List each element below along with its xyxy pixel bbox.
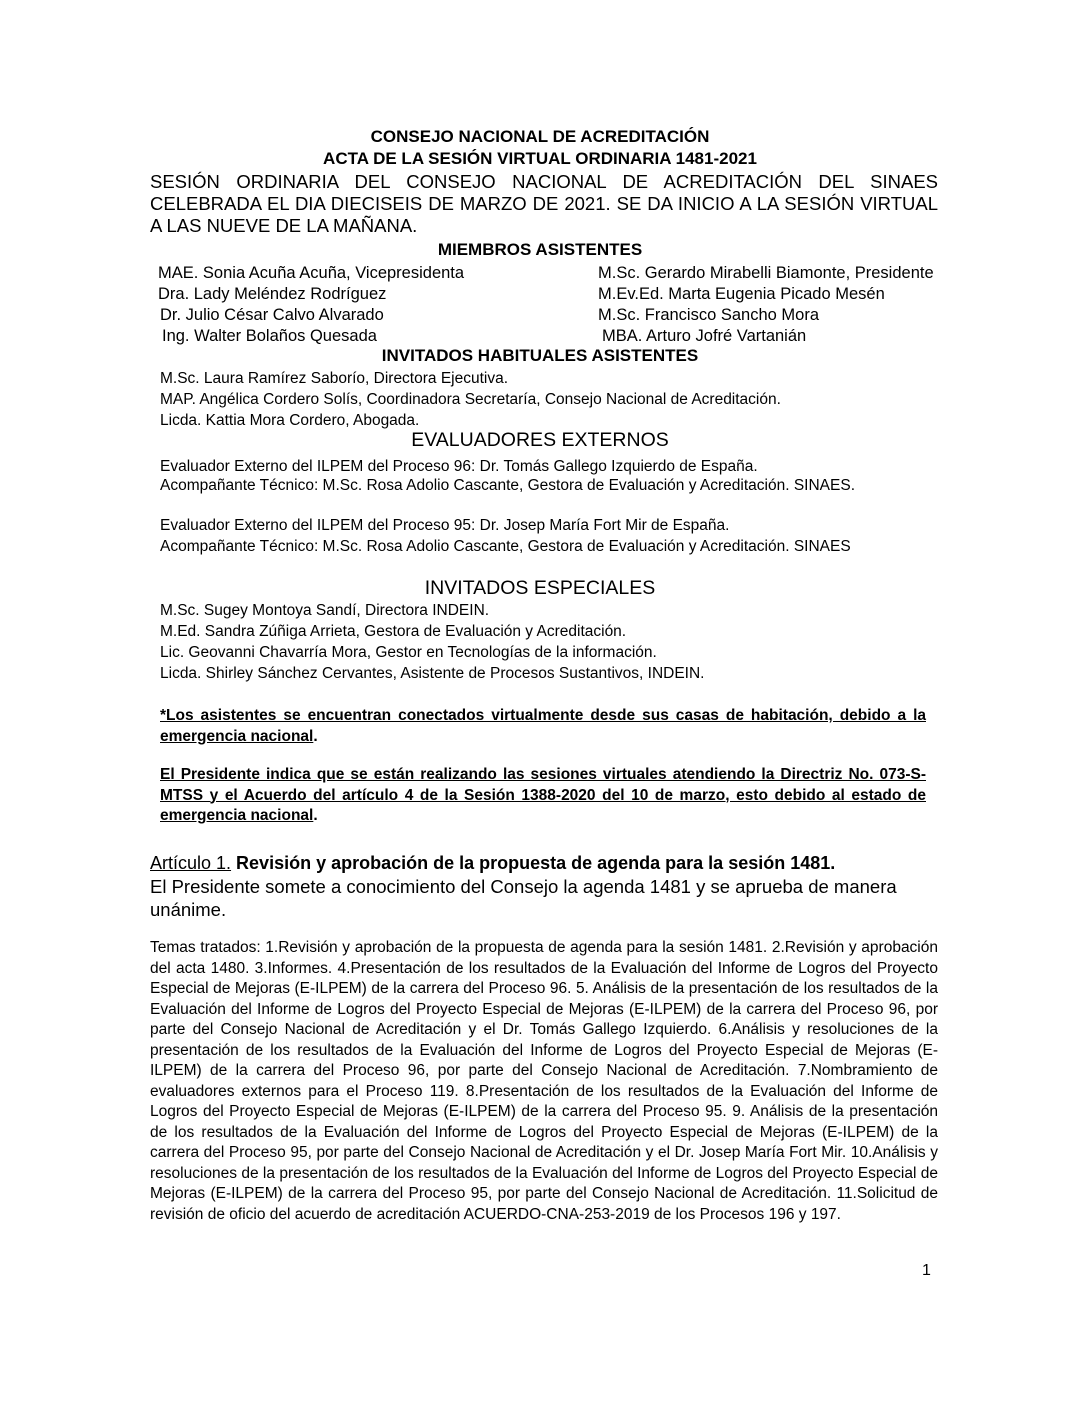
guest-line: MAP. Angélica Cordero Solís, Coordinadora Secretaría, Consejo Nacional de Acreditación.	[160, 391, 781, 408]
special-guest-line: Lic. Geovanni Chavarría Mora, Gestor en Tecnologías de la información.	[160, 644, 657, 661]
guest-line: Licda. Kattia Mora Cordero, Abogada.	[160, 412, 420, 429]
special-heading: INVITADOS ESPECIALES	[424, 577, 656, 599]
virtual-session-directive-notice: El Presidente indica que se están realizando las sesiones virtuales atendiendo la Directriz No. 073-S-MTSS y el Acuerdo del artículo 4 de la Sesión 1388-2020 del 10 de marzo, esto debido al estado de emergencia nacional.	[160, 766, 926, 824]
member-right: MBA. Arturo Jofré Vartanián	[602, 327, 807, 345]
virtual-attendance-notice: *Los asistentes se encuentran conectados virtualmente desde sus casas de habitación, debido a la emergencia nacional.	[160, 707, 926, 745]
member-right: M.Sc. Gerardo Mirabelli Biamonte, Presidente	[598, 264, 934, 282]
member-left: Dr. Julio César Calvo Alvarado	[160, 306, 384, 324]
member-right: M.Sc. Francisco Sancho Mora	[598, 306, 819, 324]
article-1-label: Artículo 1.	[150, 853, 232, 873]
special-guest-line: Licda. Shirley Sánchez Cervantes, Asistente de Procesos Sustantivos, INDEIN.	[160, 665, 705, 682]
members-heading: MIEMBROS ASISTENTES	[437, 240, 643, 259]
external-evaluator-96: Evaluador Externo del ILPEM del Proceso 96: Dr. Tomás Gallego Izquierdo de España.	[160, 458, 758, 475]
document-title: CONSEJO NACIONAL DE ACREDITACIÓN	[370, 127, 710, 146]
member-left: MAE. Sonia Acuña Acuña, Vicepresidenta	[158, 264, 465, 282]
session-title: ACTA DE LA SESIÓN VIRTUAL ORDINARIA 1481-2021	[323, 149, 757, 168]
special-guest-line: M.Ed. Sandra Zúñiga Arrieta, Gestora de Evaluación y Acreditación.	[160, 623, 627, 640]
session-intro: SESIÓN ORDINARIA DEL CONSEJO NACIONAL DE ACREDITACIÓN DEL SINAES CELEBRADA EL DIA DIECISEIS DE MARZO DE 2021. SE DA INICIO A LA SESIÓN VIRTUAL A LAS NUEVE DE LA MAÑANA.	[150, 171, 938, 236]
member-right: M.Ev.Ed. Marta Eugenia Picado Mesén	[598, 285, 885, 303]
technical-companion-95: Acompañante Técnico: M.Sc. Rosa Adolio Cascante, Gestora de Evaluación y Acreditación. SINAES	[160, 538, 851, 555]
article-1	[150, 852, 950, 874]
technical-companion-96: Acompañante Técnico: M.Sc. Rosa Adolio Cascante, Gestora de Evaluación y Acreditación. SINAES.	[160, 477, 855, 494]
special-guest-line: M.Sc. Sugey Montoya Sandí, Directora INDEIN.	[160, 602, 490, 619]
external-heading: EVALUADORES EXTERNOS	[411, 429, 669, 451]
external-evaluator-95: Evaluador Externo del ILPEM del Proceso 95: Dr. Josep María Fort Mir de España.	[160, 517, 730, 534]
guests-heading: INVITADOS HABITUALES ASISTENTES	[381, 346, 699, 365]
article-1-title: Revisión y aprobación de la propuesta de agenda para la sesión 1481.	[231, 853, 836, 873]
guest-line: M.Sc. Laura Ramírez Saborío, Directora Ejecutiva.	[160, 370, 509, 387]
page-number: 1	[922, 1262, 931, 1279]
topics-treated: Temas tratados: 1.Revisión y aprobación de la propuesta de agenda para la sesión 1481. 2.Revisión y aprobación del acta 1480. 3.Informes. 4.Presentación de los resultados de la Evaluación del Informe de Logros del Proyecto Especial de Mejoras (E-ILPEM) de la carrera del Proceso 96. 5. Análisis de la presentación de los resultados de la Evaluación del Informe de Logros del Proyecto Especial de Mejoras (E-ILPEM) de la carrera del Proceso 96, por parte del Consejo Nacional de Acreditación y el Dr. Tomás Gallego Izquierdo. 6.Análisis y resoluciones de la presentación de los resultados de la Evaluación del Informe de Logros del Proyecto Especial de Mejoras (E-ILPEM) de la carrera del Proceso 96, por parte del Consejo Nacional de Acreditación. 7.Nombramiento de evaluadores externos para el Proceso 119. 8.Presentación de los resultados de la Evaluación del Informe de Logros del Proyecto Especial de Mejoras (E-ILPEM) de la carrera del Proceso 95. 9. Análisis de la presentación de los resultados de la Evaluación del Informe de Logros del Proyecto Especial de Mejoras (E-ILPEM) de la carrera del Proceso 95, por parte del Consejo Nacional de Acreditación y el Dr. Josep María Fort Mir. 10.Análisis y resoluciones de la presentación de los resultados de la Evaluación del Informe de Logros del Proyecto Especial de Mejoras (E-ILPEM) de la carrera del Proceso 95, por parte del Consejo Nacional de Acreditación. 11.Solicitud de revisión de oficio del acuerdo de acreditación ACUERDO-CNA-253-2019 de los Procesos 196 y 197.	[150, 939, 938, 1223]
article-1-body: El Presidente somete a conocimiento del Consejo la agenda 1481 y se aprueba de manera unánime.	[150, 876, 897, 920]
member-left: Ing. Walter Bolaños Quesada	[162, 327, 377, 345]
member-left: Dra. Lady Meléndez Rodríguez	[158, 285, 387, 303]
